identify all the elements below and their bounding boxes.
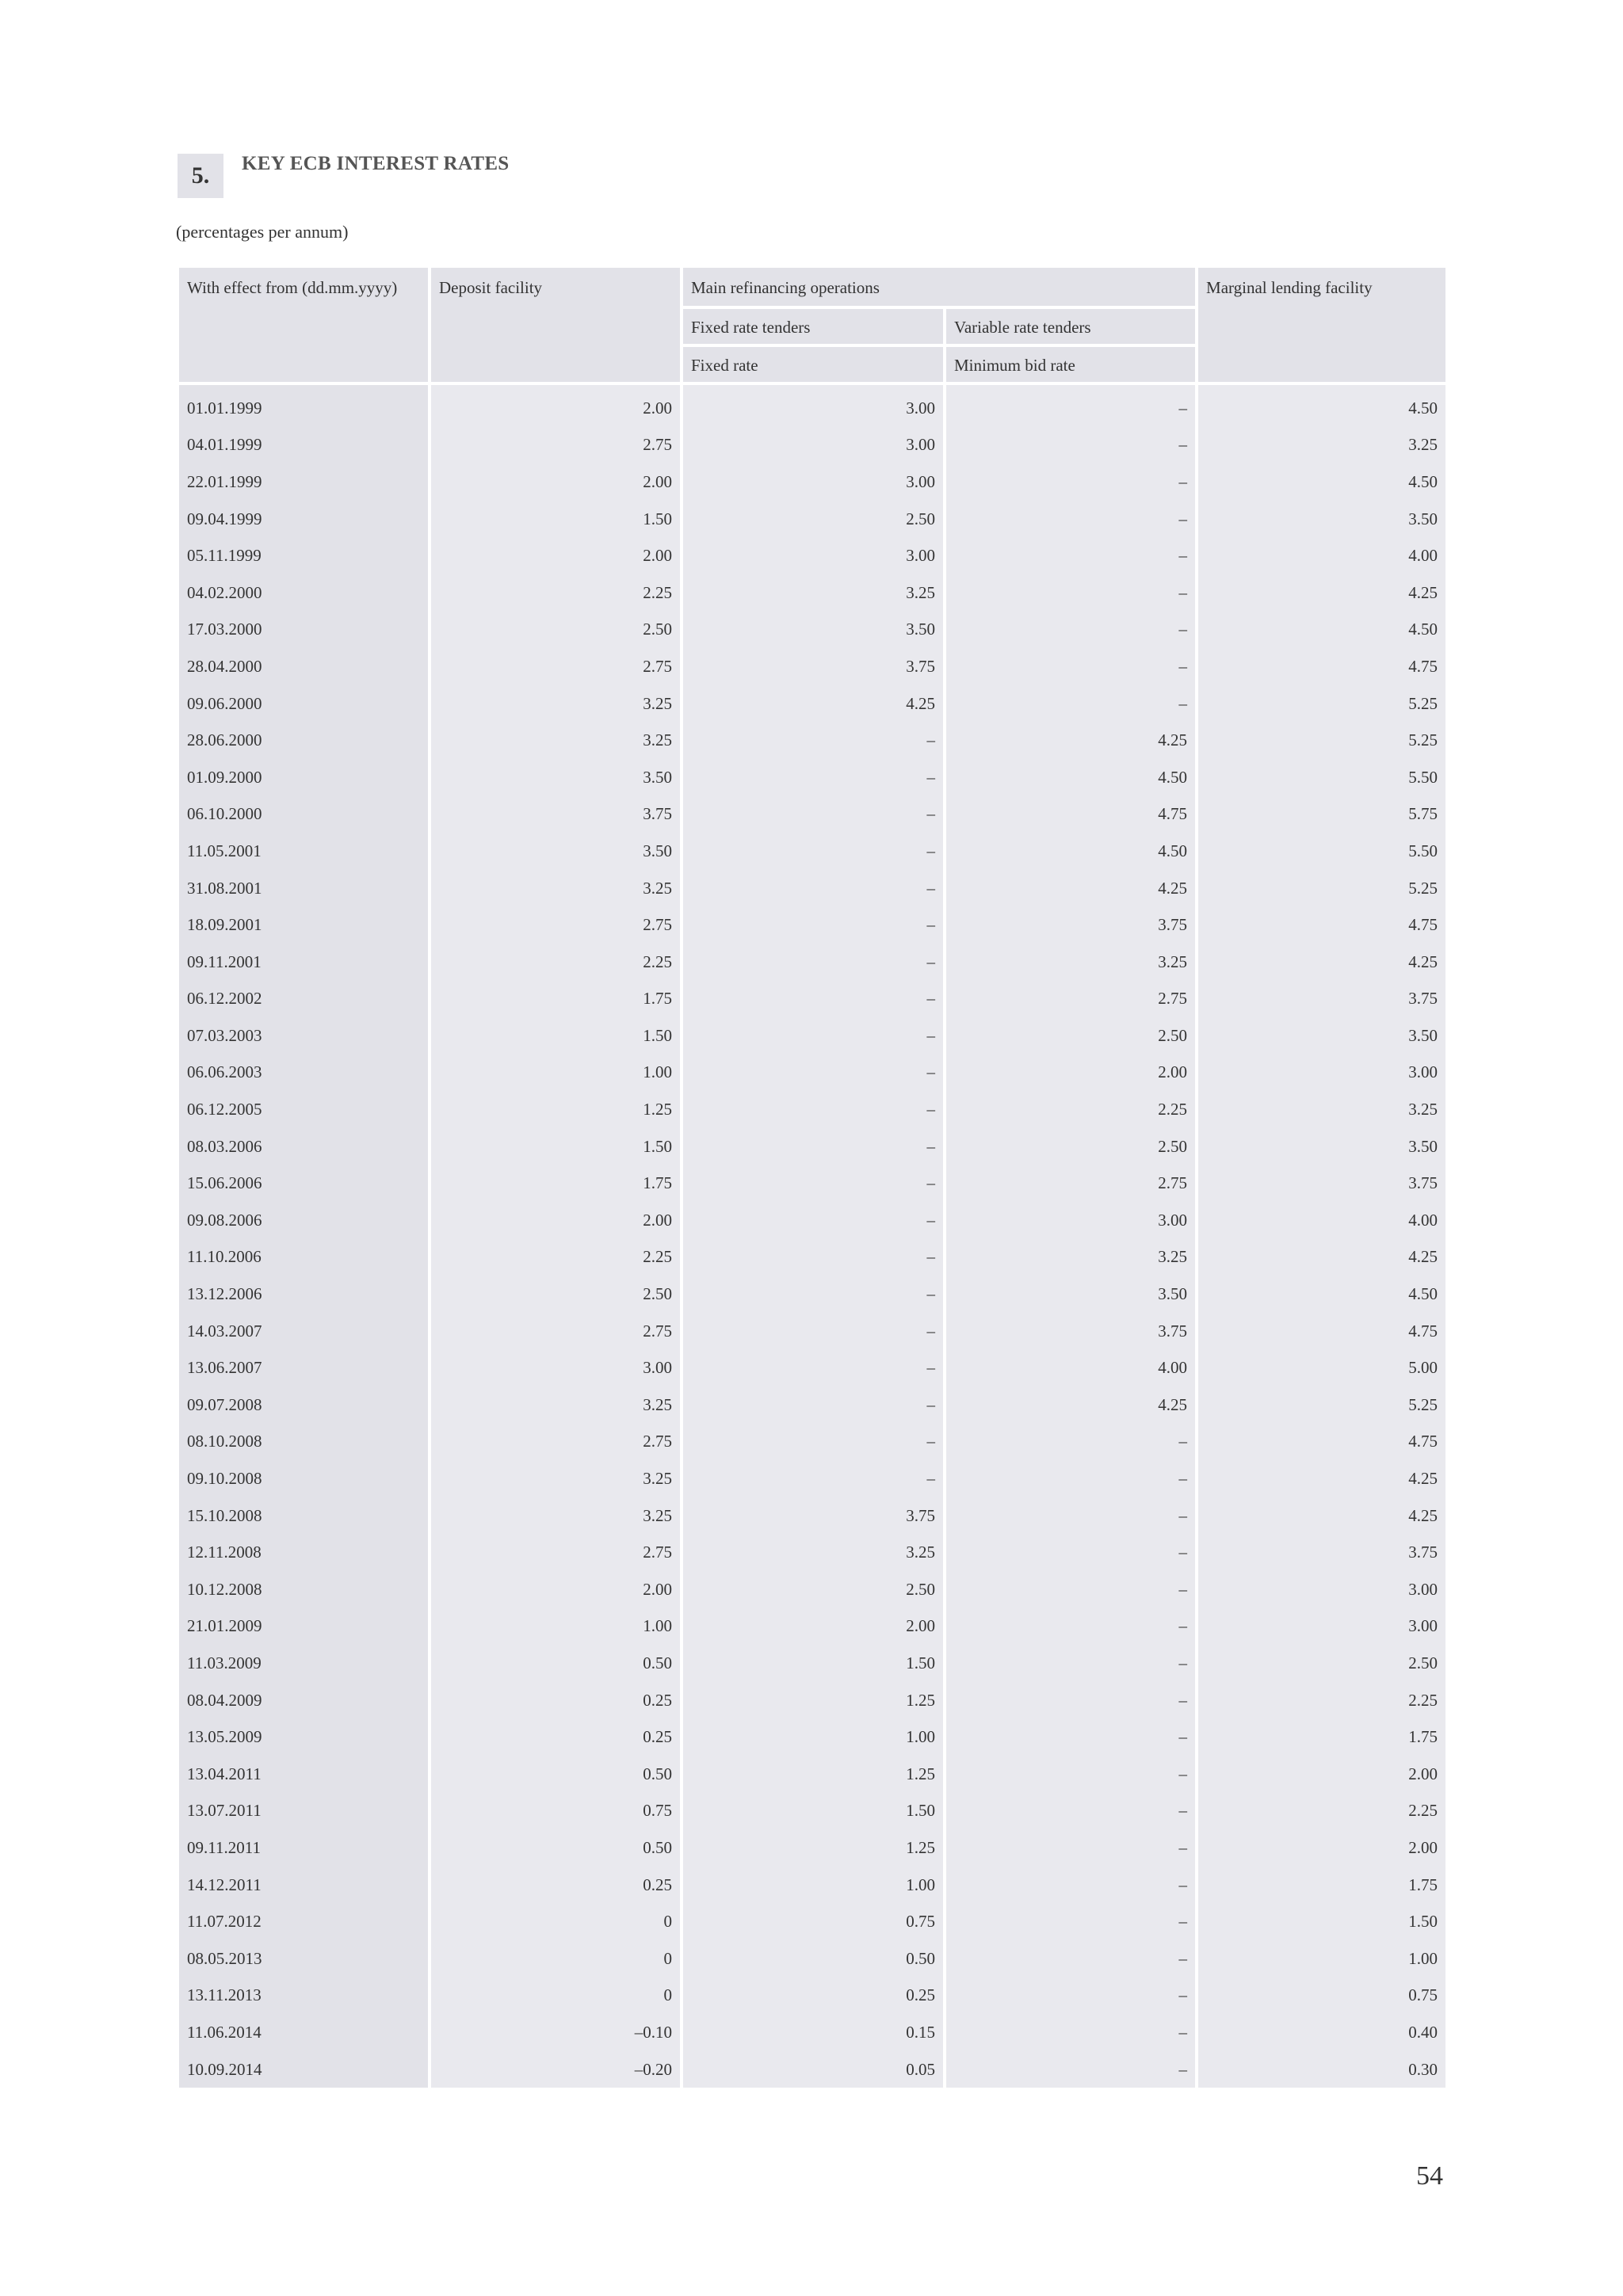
deposit-cell: 3.50 — [430, 833, 682, 870]
marginal-cell: 5.00 — [1197, 1349, 1447, 1386]
marginal-cell: 3.50 — [1197, 1128, 1447, 1165]
fixed-rate-cell: 3.00 — [682, 537, 945, 574]
min-bid-rate-cell: – — [945, 1645, 1197, 1682]
date-cell: 11.03.2009 — [178, 1645, 430, 1682]
deposit-cell: 2.75 — [430, 427, 682, 464]
date-cell: 28.06.2000 — [178, 722, 430, 759]
date-cell: 22.01.1999 — [178, 463, 430, 501]
fixed-rate-cell: 3.75 — [682, 1497, 945, 1535]
marginal-cell: 2.25 — [1197, 1682, 1447, 1719]
deposit-cell: 2.75 — [430, 1424, 682, 1461]
date-cell: 11.10.2006 — [178, 1239, 430, 1276]
fixed-rate-cell: 1.00 — [682, 1718, 945, 1756]
table-row — [178, 796, 1447, 833]
fixed-rate-cell: 0.05 — [682, 2051, 945, 2088]
fixed-rate-cell: 1.50 — [682, 1645, 945, 1682]
date-cell: 11.06.2014 — [178, 2014, 430, 2051]
header-fixed-rate: Fixed rate — [682, 345, 945, 383]
min-bid-rate-cell: – — [945, 1608, 1197, 1646]
marginal-cell: 4.25 — [1197, 944, 1447, 981]
table-row — [178, 1756, 1447, 1793]
fixed-rate-cell: – — [682, 944, 945, 981]
header-date: With effect from (dd.mm.yyyy) — [178, 266, 430, 383]
marginal-cell: 4.75 — [1197, 906, 1447, 944]
table-row — [178, 685, 1447, 723]
header-main-refinancing: Main refinancing operations — [682, 266, 1197, 307]
table-row — [178, 1571, 1447, 1608]
date-cell: 09.08.2006 — [178, 1202, 430, 1239]
marginal-cell: 3.00 — [1197, 1608, 1447, 1646]
table-row — [178, 981, 1447, 1018]
table-row — [178, 427, 1447, 464]
min-bid-rate-cell: – — [945, 1867, 1197, 1904]
date-cell: 31.08.2001 — [178, 870, 430, 907]
marginal-cell: 5.25 — [1197, 1386, 1447, 1424]
table-row — [178, 722, 1447, 759]
min-bid-rate-cell: 4.75 — [945, 796, 1197, 833]
deposit-cell: 2.25 — [430, 574, 682, 612]
table-row — [178, 1978, 1447, 2015]
deposit-cell: 0.50 — [430, 1829, 682, 1867]
deposit-cell: 1.50 — [430, 1128, 682, 1165]
header-variable-rate-tenders: Variable rate tenders — [945, 307, 1197, 345]
min-bid-rate-cell: 4.50 — [945, 759, 1197, 796]
table-row — [178, 1386, 1447, 1424]
table-row — [178, 537, 1447, 574]
marginal-cell: 3.75 — [1197, 981, 1447, 1018]
table-row — [178, 1829, 1447, 1867]
table-row — [178, 833, 1447, 870]
marginal-cell: 4.25 — [1197, 1239, 1447, 1276]
date-cell: 13.05.2009 — [178, 1718, 430, 1756]
marginal-cell: 2.25 — [1197, 1793, 1447, 1830]
fixed-rate-cell: 0.75 — [682, 1903, 945, 1940]
min-bid-rate-cell: 2.75 — [945, 981, 1197, 1018]
table-row — [178, 1534, 1447, 1571]
page-number: 54 — [1416, 2161, 1443, 2191]
deposit-cell: 3.25 — [430, 1497, 682, 1535]
marginal-cell: 1.75 — [1197, 1718, 1447, 1756]
fixed-rate-cell: – — [682, 1091, 945, 1128]
table-row — [178, 501, 1447, 538]
date-cell: 06.10.2000 — [178, 796, 430, 833]
marginal-cell: 3.50 — [1197, 1017, 1447, 1055]
date-cell: 11.07.2012 — [178, 1903, 430, 1940]
fixed-rate-cell: – — [682, 1276, 945, 1313]
table-row — [178, 1276, 1447, 1313]
min-bid-rate-cell: – — [945, 574, 1197, 612]
table-row — [178, 1424, 1447, 1461]
deposit-cell: –0.20 — [430, 2051, 682, 2088]
min-bid-rate-cell: – — [945, 1829, 1197, 1867]
fixed-rate-cell: 1.25 — [682, 1829, 945, 1867]
date-cell: 13.07.2011 — [178, 1793, 430, 1830]
date-cell: 07.03.2003 — [178, 1017, 430, 1055]
marginal-cell: 4.50 — [1197, 463, 1447, 501]
min-bid-rate-cell: – — [945, 648, 1197, 685]
date-cell: 09.11.2001 — [178, 944, 430, 981]
table-row — [178, 648, 1447, 685]
min-bid-rate-cell: – — [945, 501, 1197, 538]
min-bid-rate-cell: – — [945, 1793, 1197, 1830]
marginal-cell: 3.00 — [1197, 1571, 1447, 1608]
fixed-rate-cell: – — [682, 1424, 945, 1461]
deposit-cell: 0 — [430, 1978, 682, 2015]
min-bid-rate-cell: 2.50 — [945, 1017, 1197, 1055]
deposit-cell: 3.50 — [430, 759, 682, 796]
min-bid-rate-cell: – — [945, 685, 1197, 723]
table-row — [178, 759, 1447, 796]
date-cell: 06.12.2005 — [178, 1091, 430, 1128]
marginal-cell: 4.25 — [1197, 1497, 1447, 1535]
marginal-cell: 3.25 — [1197, 427, 1447, 464]
min-bid-rate-cell: 4.25 — [945, 722, 1197, 759]
fixed-rate-cell: – — [682, 1128, 945, 1165]
deposit-cell: 3.25 — [430, 685, 682, 723]
date-cell: 06.06.2003 — [178, 1055, 430, 1092]
date-cell: 13.06.2007 — [178, 1349, 430, 1386]
deposit-cell: 2.00 — [430, 463, 682, 501]
section-title: KEY ECB INTEREST RATES — [242, 153, 510, 174]
table-row — [178, 1091, 1447, 1128]
fixed-rate-cell: 3.25 — [682, 1534, 945, 1571]
marginal-cell: 2.00 — [1197, 1829, 1447, 1867]
date-cell: 13.04.2011 — [178, 1756, 430, 1793]
min-bid-rate-cell: – — [945, 1460, 1197, 1497]
date-cell: 01.01.1999 — [178, 383, 430, 427]
date-cell: 04.02.2000 — [178, 574, 430, 612]
min-bid-rate-cell: 2.50 — [945, 1128, 1197, 1165]
date-cell: 10.12.2008 — [178, 1571, 430, 1608]
marginal-cell: 5.25 — [1197, 870, 1447, 907]
fixed-rate-cell: – — [682, 759, 945, 796]
deposit-cell: 2.75 — [430, 1534, 682, 1571]
min-bid-rate-cell: – — [945, 383, 1197, 427]
table-row — [178, 463, 1447, 501]
min-bid-rate-cell: – — [945, 2051, 1197, 2088]
header-marginal-lending: Marginal lending facility — [1197, 266, 1447, 383]
marginal-cell: 3.75 — [1197, 1165, 1447, 1202]
table-row — [178, 1239, 1447, 1276]
date-cell: 06.12.2002 — [178, 981, 430, 1018]
deposit-cell: 3.25 — [430, 1386, 682, 1424]
min-bid-rate-cell: – — [945, 1718, 1197, 1756]
deposit-cell: 0.25 — [430, 1867, 682, 1904]
deposit-cell: 3.25 — [430, 722, 682, 759]
marginal-cell: 4.25 — [1197, 1460, 1447, 1497]
table-row — [178, 1608, 1447, 1646]
date-cell: 09.11.2011 — [178, 1829, 430, 1867]
table-row — [178, 1055, 1447, 1092]
fixed-rate-cell: 0.15 — [682, 2014, 945, 2051]
date-cell: 08.10.2008 — [178, 1424, 430, 1461]
marginal-cell: 0.30 — [1197, 2051, 1447, 2088]
deposit-cell: 3.00 — [430, 1349, 682, 1386]
fixed-rate-cell: 3.50 — [682, 612, 945, 649]
marginal-cell: 1.50 — [1197, 1903, 1447, 1940]
min-bid-rate-cell: 4.25 — [945, 1386, 1197, 1424]
marginal-cell: 1.00 — [1197, 1940, 1447, 1978]
min-bid-rate-cell: 3.25 — [945, 944, 1197, 981]
marginal-cell: 0.75 — [1197, 1978, 1447, 2015]
min-bid-rate-cell: 2.25 — [945, 1091, 1197, 1128]
fixed-rate-cell: 2.50 — [682, 1571, 945, 1608]
deposit-cell: 0.75 — [430, 1793, 682, 1830]
date-cell: 28.04.2000 — [178, 648, 430, 685]
date-cell: 21.01.2009 — [178, 1608, 430, 1646]
min-bid-rate-cell: – — [945, 1903, 1197, 1940]
fixed-rate-cell: – — [682, 833, 945, 870]
fixed-rate-cell: – — [682, 1165, 945, 1202]
marginal-cell: 2.00 — [1197, 1756, 1447, 1793]
deposit-cell: 2.75 — [430, 1313, 682, 1350]
min-bid-rate-cell: 4.25 — [945, 870, 1197, 907]
min-bid-rate-cell: 4.00 — [945, 1349, 1197, 1386]
table-row — [178, 1460, 1447, 1497]
fixed-rate-cell: – — [682, 1386, 945, 1424]
table-row — [178, 383, 1447, 427]
section-number: 5. — [178, 154, 223, 198]
marginal-cell: 3.50 — [1197, 501, 1447, 538]
min-bid-rate-cell: – — [945, 537, 1197, 574]
units-note: (percentages per annum) — [176, 222, 349, 242]
min-bid-rate-cell: – — [945, 612, 1197, 649]
deposit-cell: 1.50 — [430, 501, 682, 538]
fixed-rate-cell: – — [682, 796, 945, 833]
date-cell: 14.12.2011 — [178, 1867, 430, 1904]
table-body — [178, 383, 1447, 2088]
date-cell: 08.03.2006 — [178, 1128, 430, 1165]
deposit-cell: 0.50 — [430, 1645, 682, 1682]
marginal-cell: 0.40 — [1197, 2014, 1447, 2051]
marginal-cell: 5.25 — [1197, 685, 1447, 723]
table-row — [178, 1867, 1447, 1904]
date-cell: 08.05.2013 — [178, 1940, 430, 1978]
marginal-cell: 4.50 — [1197, 612, 1447, 649]
date-cell: 14.03.2007 — [178, 1313, 430, 1350]
fixed-rate-cell: 3.00 — [682, 383, 945, 427]
deposit-cell: –0.10 — [430, 2014, 682, 2051]
marginal-cell: 4.00 — [1197, 1202, 1447, 1239]
table-row — [178, 612, 1447, 649]
min-bid-rate-cell: – — [945, 1940, 1197, 1978]
table-row — [178, 944, 1447, 981]
marginal-cell: 4.25 — [1197, 574, 1447, 612]
interest-rates-table — [176, 265, 1449, 2088]
table-row — [178, 1940, 1447, 1978]
date-cell: 12.11.2008 — [178, 1534, 430, 1571]
fixed-rate-cell: 3.75 — [682, 648, 945, 685]
table-row — [178, 1349, 1447, 1386]
date-cell: 08.04.2009 — [178, 1682, 430, 1719]
deposit-cell: 2.00 — [430, 1571, 682, 1608]
marginal-cell: 4.75 — [1197, 1424, 1447, 1461]
deposit-cell: 2.00 — [430, 537, 682, 574]
table-row — [178, 1903, 1447, 1940]
table-row — [178, 1682, 1447, 1719]
min-bid-rate-cell: – — [945, 427, 1197, 464]
min-bid-rate-cell: – — [945, 1978, 1197, 2015]
fixed-rate-cell: 0.50 — [682, 1940, 945, 1978]
date-cell: 04.01.1999 — [178, 427, 430, 464]
deposit-cell: 2.75 — [430, 648, 682, 685]
header-fixed-rate-tenders: Fixed rate tenders — [682, 307, 945, 345]
fixed-rate-cell: – — [682, 1017, 945, 1055]
min-bid-rate-cell: – — [945, 2014, 1197, 2051]
min-bid-rate-cell: 4.50 — [945, 833, 1197, 870]
fixed-rate-cell: 2.50 — [682, 501, 945, 538]
min-bid-rate-cell: 3.75 — [945, 1313, 1197, 1350]
table-row — [178, 906, 1447, 944]
date-cell: 17.03.2000 — [178, 612, 430, 649]
fixed-rate-cell: – — [682, 870, 945, 907]
fixed-rate-cell: – — [682, 981, 945, 1018]
deposit-cell: 0.50 — [430, 1756, 682, 1793]
marginal-cell: 4.50 — [1197, 383, 1447, 427]
fixed-rate-cell: 0.25 — [682, 1978, 945, 2015]
deposit-cell: 2.00 — [430, 383, 682, 427]
fixed-rate-cell: – — [682, 1313, 945, 1350]
marginal-cell: 2.50 — [1197, 1645, 1447, 1682]
min-bid-rate-cell: – — [945, 463, 1197, 501]
deposit-cell: 2.00 — [430, 1202, 682, 1239]
date-cell: 15.06.2006 — [178, 1165, 430, 1202]
deposit-cell: 1.00 — [430, 1055, 682, 1092]
min-bid-rate-cell: 3.50 — [945, 1276, 1197, 1313]
fixed-rate-cell: – — [682, 1202, 945, 1239]
table-row — [178, 1645, 1447, 1682]
marginal-cell: 5.25 — [1197, 722, 1447, 759]
header-deposit-facility: Deposit facility — [430, 266, 682, 383]
deposit-cell: 0.25 — [430, 1718, 682, 1756]
table-row — [178, 2051, 1447, 2088]
header-minimum-bid-rate: Minimum bid rate — [945, 345, 1197, 383]
min-bid-rate-cell: – — [945, 1571, 1197, 1608]
min-bid-rate-cell: – — [945, 1756, 1197, 1793]
fixed-rate-cell: 1.25 — [682, 1682, 945, 1719]
fixed-rate-cell: 4.25 — [682, 685, 945, 723]
fixed-rate-cell: 3.00 — [682, 463, 945, 501]
table-row — [178, 1017, 1447, 1055]
deposit-cell: 3.25 — [430, 870, 682, 907]
deposit-cell: 0.25 — [430, 1682, 682, 1719]
min-bid-rate-cell: 3.25 — [945, 1239, 1197, 1276]
date-cell: 15.10.2008 — [178, 1497, 430, 1535]
date-cell: 13.12.2006 — [178, 1276, 430, 1313]
deposit-cell: 0 — [430, 1940, 682, 1978]
table-row — [178, 1793, 1447, 1830]
deposit-cell: 2.50 — [430, 612, 682, 649]
min-bid-rate-cell: – — [945, 1497, 1197, 1535]
date-cell: 10.09.2014 — [178, 2051, 430, 2088]
marginal-cell: 3.75 — [1197, 1534, 1447, 1571]
marginal-cell: 4.00 — [1197, 537, 1447, 574]
min-bid-rate-cell: – — [945, 1424, 1197, 1461]
marginal-cell: 4.50 — [1197, 1276, 1447, 1313]
date-cell: 09.10.2008 — [178, 1460, 430, 1497]
fixed-rate-cell: – — [682, 722, 945, 759]
marginal-cell: 1.75 — [1197, 1867, 1447, 1904]
fixed-rate-cell: – — [682, 906, 945, 944]
marginal-cell: 3.00 — [1197, 1055, 1447, 1092]
table-row — [178, 1718, 1447, 1756]
deposit-cell: 2.25 — [430, 944, 682, 981]
min-bid-rate-cell: 3.00 — [945, 1202, 1197, 1239]
marginal-cell: 3.25 — [1197, 1091, 1447, 1128]
deposit-cell: 1.50 — [430, 1017, 682, 1055]
marginal-cell: 5.50 — [1197, 759, 1447, 796]
date-cell: 05.11.1999 — [178, 537, 430, 574]
marginal-cell: 5.50 — [1197, 833, 1447, 870]
deposit-cell: 3.25 — [430, 1460, 682, 1497]
fixed-rate-cell: – — [682, 1349, 945, 1386]
table-row — [178, 1165, 1447, 1202]
fixed-rate-cell: 3.00 — [682, 427, 945, 464]
deposit-cell: 1.75 — [430, 981, 682, 1018]
table-row — [178, 870, 1447, 907]
fixed-rate-cell: 1.50 — [682, 1793, 945, 1830]
deposit-cell: 1.00 — [430, 1608, 682, 1646]
table-row — [178, 1313, 1447, 1350]
deposit-cell: 2.75 — [430, 906, 682, 944]
marginal-cell: 5.75 — [1197, 796, 1447, 833]
deposit-cell: 3.75 — [430, 796, 682, 833]
min-bid-rate-cell: – — [945, 1534, 1197, 1571]
deposit-cell: 2.50 — [430, 1276, 682, 1313]
fixed-rate-cell: 1.00 — [682, 1867, 945, 1904]
deposit-cell: 0 — [430, 1903, 682, 1940]
min-bid-rate-cell: 2.75 — [945, 1165, 1197, 1202]
table-row — [178, 574, 1447, 612]
min-bid-rate-cell: 3.75 — [945, 906, 1197, 944]
table-row — [178, 2014, 1447, 2051]
date-cell: 18.09.2001 — [178, 906, 430, 944]
fixed-rate-cell: 2.00 — [682, 1608, 945, 1646]
min-bid-rate-cell: 2.00 — [945, 1055, 1197, 1092]
date-cell: 09.04.1999 — [178, 501, 430, 538]
table-row — [178, 1128, 1447, 1165]
table-row — [178, 1497, 1447, 1535]
fixed-rate-cell: 1.25 — [682, 1756, 945, 1793]
fixed-rate-cell: – — [682, 1239, 945, 1276]
marginal-cell: 4.75 — [1197, 648, 1447, 685]
deposit-cell: 1.25 — [430, 1091, 682, 1128]
date-cell: 13.11.2013 — [178, 1978, 430, 2015]
date-cell: 01.09.2000 — [178, 759, 430, 796]
date-cell: 09.06.2000 — [178, 685, 430, 723]
date-cell: 11.05.2001 — [178, 833, 430, 870]
marginal-cell: 4.75 — [1197, 1313, 1447, 1350]
date-cell: 09.07.2008 — [178, 1386, 430, 1424]
deposit-cell: 1.75 — [430, 1165, 682, 1202]
deposit-cell: 2.25 — [430, 1239, 682, 1276]
fixed-rate-cell: 3.25 — [682, 574, 945, 612]
fixed-rate-cell: – — [682, 1055, 945, 1092]
fixed-rate-cell: – — [682, 1460, 945, 1497]
table-row — [178, 1202, 1447, 1239]
min-bid-rate-cell: – — [945, 1682, 1197, 1719]
